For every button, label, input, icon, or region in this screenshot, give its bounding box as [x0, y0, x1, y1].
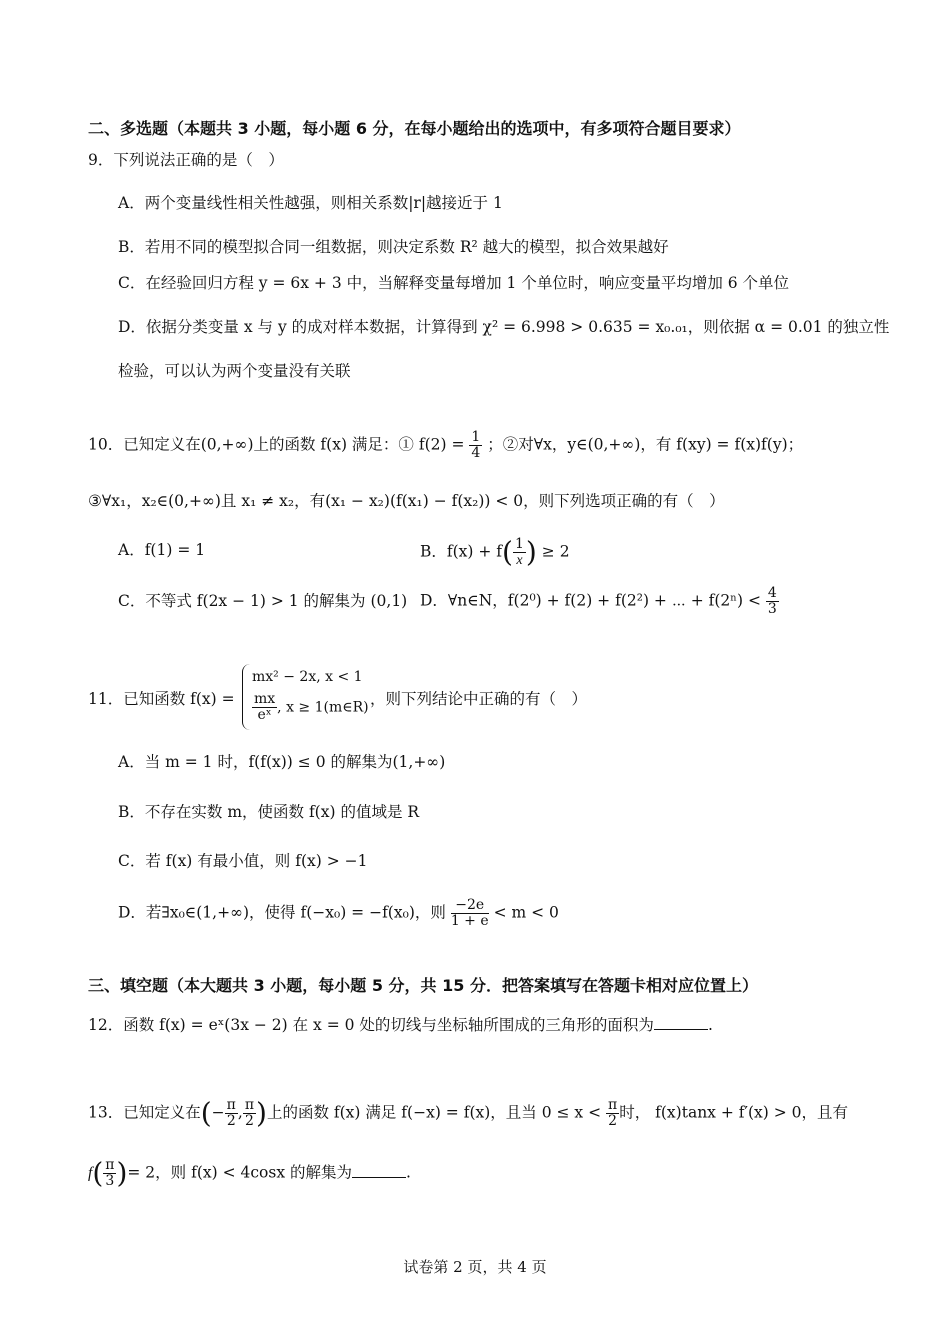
q13-pi3-num: π: [105, 1157, 115, 1173]
q13-pi-den-b: 2: [244, 1113, 254, 1129]
q10-option-b: [420, 537, 570, 568]
q10-b-frac-den: x: [516, 553, 523, 568]
q11-stem-b: ，则下列结论中正确的有（ ）: [370, 690, 588, 708]
paren-right: ): [256, 1096, 267, 1130]
q11-case-2-cond: , x ≥ 1(m∈R): [277, 699, 369, 716]
q10-option-d-a: D．∀n∈N，f(2⁰) + f(2) + f(2²) + ⋯ + f(2ⁿ) <: [420, 591, 761, 610]
q9-option-a: A．两个变量线性相关性越强，则相关系数|r|越接近于 1: [118, 194, 503, 212]
q11-option-d-b: < m < 0: [493, 903, 559, 922]
q11-case-2-fraction: [252, 692, 277, 723]
q10-line1-a: 10．已知定义在(0,+∞)上的函数 f(x) 满足：① f(2) =: [88, 435, 465, 454]
q9-option-b: B．若用不同的模型拟合同一组数据，则决定系数 R² 越大的模型，拟合效果越好: [118, 238, 669, 256]
q10-line1: [88, 430, 803, 461]
q11-option-d: [118, 898, 559, 929]
paren-left: (: [200, 1096, 212, 1130]
paren-right: ): [525, 535, 537, 569]
minus-sign: −: [211, 1103, 225, 1122]
q11-option-d-a: D．若∃x₀∈(1,+∞)，使得 f(−x₀) = −f(x₀)，则: [118, 903, 446, 922]
q12-stem: 12．函数 f(x) = eˣ(3x − 2) 在 x = 0 处的切线与坐标轴所围成的三角形的面积为: [88, 1016, 654, 1034]
q11-option-d-fraction: [451, 898, 489, 929]
q10-line2: ③∀x₁，x₂∈(0,+∞)且 x₁ ≠ x₂，有(x₁ − x₂)(f(x₁) − f(x₂)) < 0，则下列选项正确的有（ ）: [88, 492, 725, 510]
q10-option-d-fraction: [766, 586, 779, 617]
q10-fraction-1-4: [469, 430, 482, 461]
q9-option-c: C．在经验回归方程 y = 6x + 3 中，当解释变量每增加 1 个单位时，响应变量平均增加 6 个单位: [118, 274, 790, 292]
q13-line1: [88, 1098, 848, 1129]
q11-d-frac-den: 1 + e: [450, 913, 489, 929]
page-footer: 试卷第 2 页，共 4 页: [403, 1258, 547, 1276]
q11-case-2: [252, 692, 369, 723]
q13-end: .: [406, 1163, 411, 1182]
section-2-title: 二、多选题（本题共 3 小题，每小题 6 分，在每小题给出的选项中，有多项符合题目要求）: [88, 119, 741, 138]
q10-line1-b: ；②对∀x，y∈(0,+∞)，有 f(xy) = f(x)f(y)；: [487, 435, 804, 454]
q13-pi-over-2-a: [225, 1098, 238, 1129]
q13-line1-b: 上的函数 f(x) 满足 f(−x) = f(x)，且当 0 ≤ x <: [266, 1103, 602, 1122]
q13-pi-num-b: π: [244, 1097, 255, 1113]
q11-case-1: mx² − 2x, x < 1: [252, 669, 363, 685]
q13-pi-over-2-c: [606, 1098, 619, 1129]
q9-stem: 9．下列说法正确的是（ ）: [88, 151, 284, 169]
q9-option-d-line2: 检验，可以认为两个变量没有关联: [118, 362, 351, 380]
q10-option-c: C．不等式 f(2x − 1) > 1 的解集为 (0,1): [118, 592, 408, 610]
q12-text: [88, 1014, 713, 1036]
q12-end: .: [707, 1016, 713, 1034]
q11-d-frac-num: −2e: [451, 898, 489, 914]
q11-case2-num: mx: [254, 691, 276, 707]
q13-f: f: [88, 1164, 93, 1182]
q10-option-a: A．f(1) = 1: [118, 541, 206, 559]
q13-line1-c: 时， f(x)tanx + f′(x) > 0，且有: [619, 1103, 849, 1122]
q10-option-b-a: B．f(x) + f: [420, 542, 503, 561]
q13-pi-den-a: 2: [226, 1113, 236, 1129]
q10-frac-den: 4: [471, 445, 481, 461]
q13-line2-b: = 2，则 f(x) < 4cosx 的解集为: [127, 1163, 353, 1182]
answer-blank[interactable]: [352, 1163, 406, 1178]
q13-line1-a: 13．已知定义在: [88, 1103, 201, 1122]
piecewise-brace: [242, 664, 252, 730]
q10-option-d: [420, 586, 779, 617]
paren-right: ): [116, 1156, 128, 1190]
q10-option-b-fraction: [513, 537, 526, 568]
q13-pi-den-c: 2: [608, 1113, 618, 1129]
q11-option-a: A．当 m = 1 时，f(f(x)) ≤ 0 的解集为(1,+∞): [118, 753, 446, 771]
section-3-title: 三、填空题（本大题共 3 小题，每小题 5 分，共 15 分．把答案填写在答题卡相对应位置上）: [88, 976, 758, 995]
q10-d-frac-num: 4: [767, 585, 777, 601]
q9-option-d-line1: D．依据分类变量 x 与 y 的成对样本数据，计算得到 χ² = 6.998 > 0.635 = x₀.₀₁，则依据 α = 0.01 的独立性: [118, 318, 890, 336]
q13-pi-num-c: π: [608, 1097, 618, 1113]
q11-option-c: C．若 f(x) 有最小值，则 f(x) > −1: [118, 852, 368, 870]
q11-case2-den: eˣ: [257, 707, 272, 723]
q10-d-frac-den: 3: [767, 601, 777, 617]
q10-option-b-b: ≥ 2: [541, 542, 570, 561]
q13-pi-over-3: [103, 1158, 116, 1189]
paren-left: (: [92, 1156, 104, 1190]
q13-pi3-den: 3: [105, 1173, 115, 1189]
q10-frac-num: 1: [471, 429, 481, 445]
q13-line2: [88, 1158, 411, 1189]
comma: ,: [237, 1103, 243, 1122]
q11-option-b: B．不存在实数 m，使函数 f(x) 的值域是 R: [118, 803, 420, 821]
q13-pi-over-2-b: [243, 1098, 256, 1129]
q10-b-frac-num: 1: [514, 536, 524, 552]
answer-blank[interactable]: [654, 1015, 708, 1030]
q13-pi-num-a: π: [226, 1097, 236, 1113]
paren-left: (: [502, 535, 513, 569]
q11-stem-a: 11．已知函数 f(x) =: [88, 690, 235, 708]
